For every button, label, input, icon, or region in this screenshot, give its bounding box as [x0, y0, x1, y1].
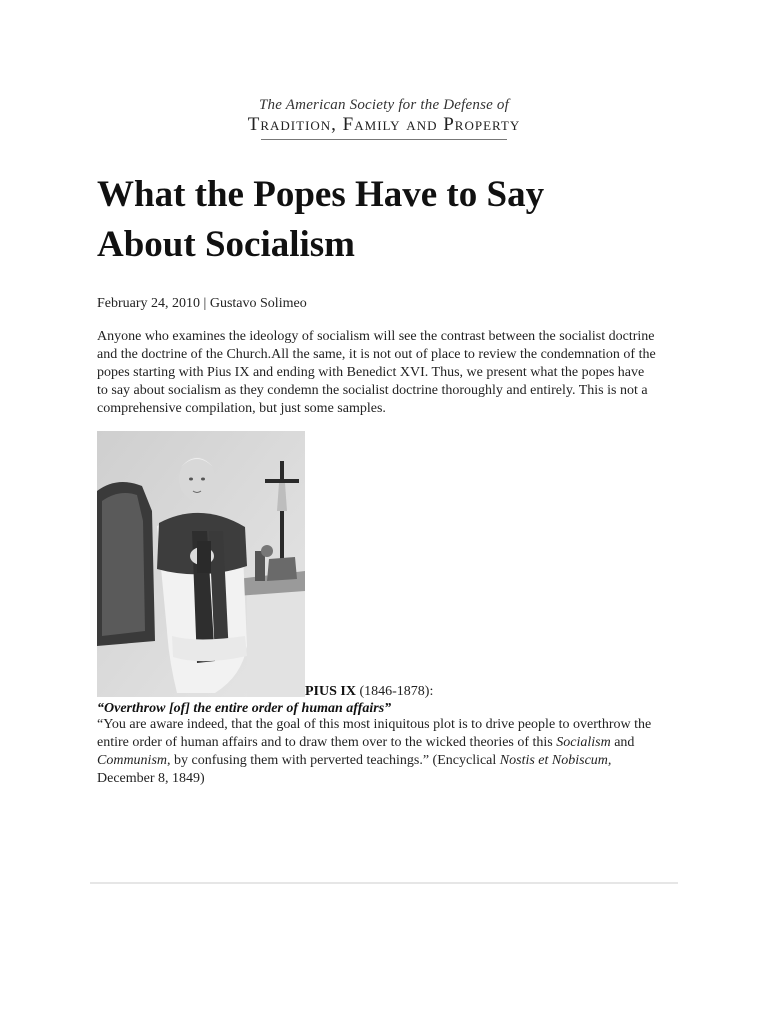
quote-text-2: , by confusing them with perverted teachings.” (Encyclical [167, 753, 500, 768]
pope-pius-ix-photo [97, 431, 305, 697]
masthead-logo [0, 96, 768, 140]
quote-text-and: and [610, 735, 635, 750]
article-date: February 24, 2010 [97, 296, 201, 311]
quote-date: December 8, 1849) [97, 771, 205, 786]
quote-source-title: Nostis et Nobiscum, [499, 753, 612, 768]
article-intro: Anyone who examines the ideology of socialism will see the contrast between the socialist doctrine and the doctrine of the Church.All the same, it is not out of place to review the condemnation of the popes starting with Pius IX and ending with Benedict XVI. Thus, we present what the popes have to say about socialism as they condemn the socialist doctrine thoroughly and entirely. This is not a comprehensive compilation, but just some samples. [97, 329, 656, 416]
article-title [97, 170, 677, 270]
quote-text-1: “You are aware indeed, that the goal of this most iniquitous plot is to drive people to overthrow the entire order of human affairs and to draw them over to the wicked theories of this [97, 717, 652, 750]
page-divider [90, 882, 678, 884]
pope-photo-illustration [97, 431, 305, 697]
pope-years: (1846-1878): [355, 684, 434, 699]
quote-emphasis-socialism: Socialism [556, 735, 611, 750]
masthead-rule [261, 139, 507, 140]
pope-caption [305, 683, 433, 701]
section-subheading: “Overthrow [of] the entire order of human affairs” [97, 701, 392, 716]
quote-emphasis-communism: Communism [97, 753, 168, 768]
pope-quote [97, 716, 667, 788]
masthead-line-2: Tradition, Family and Property [247, 114, 521, 135]
article-author: Gustavo Solimeo [209, 296, 307, 311]
pope-name: PIUS IX [305, 684, 356, 699]
article-title-line-2: About Socialism [97, 224, 356, 265]
article-meta [97, 295, 307, 313]
masthead-line-1: The American Society for the Defense of [259, 97, 509, 113]
article-title-line-1: What the Popes Have to Say [97, 174, 545, 215]
meta-separator: | [200, 296, 210, 311]
